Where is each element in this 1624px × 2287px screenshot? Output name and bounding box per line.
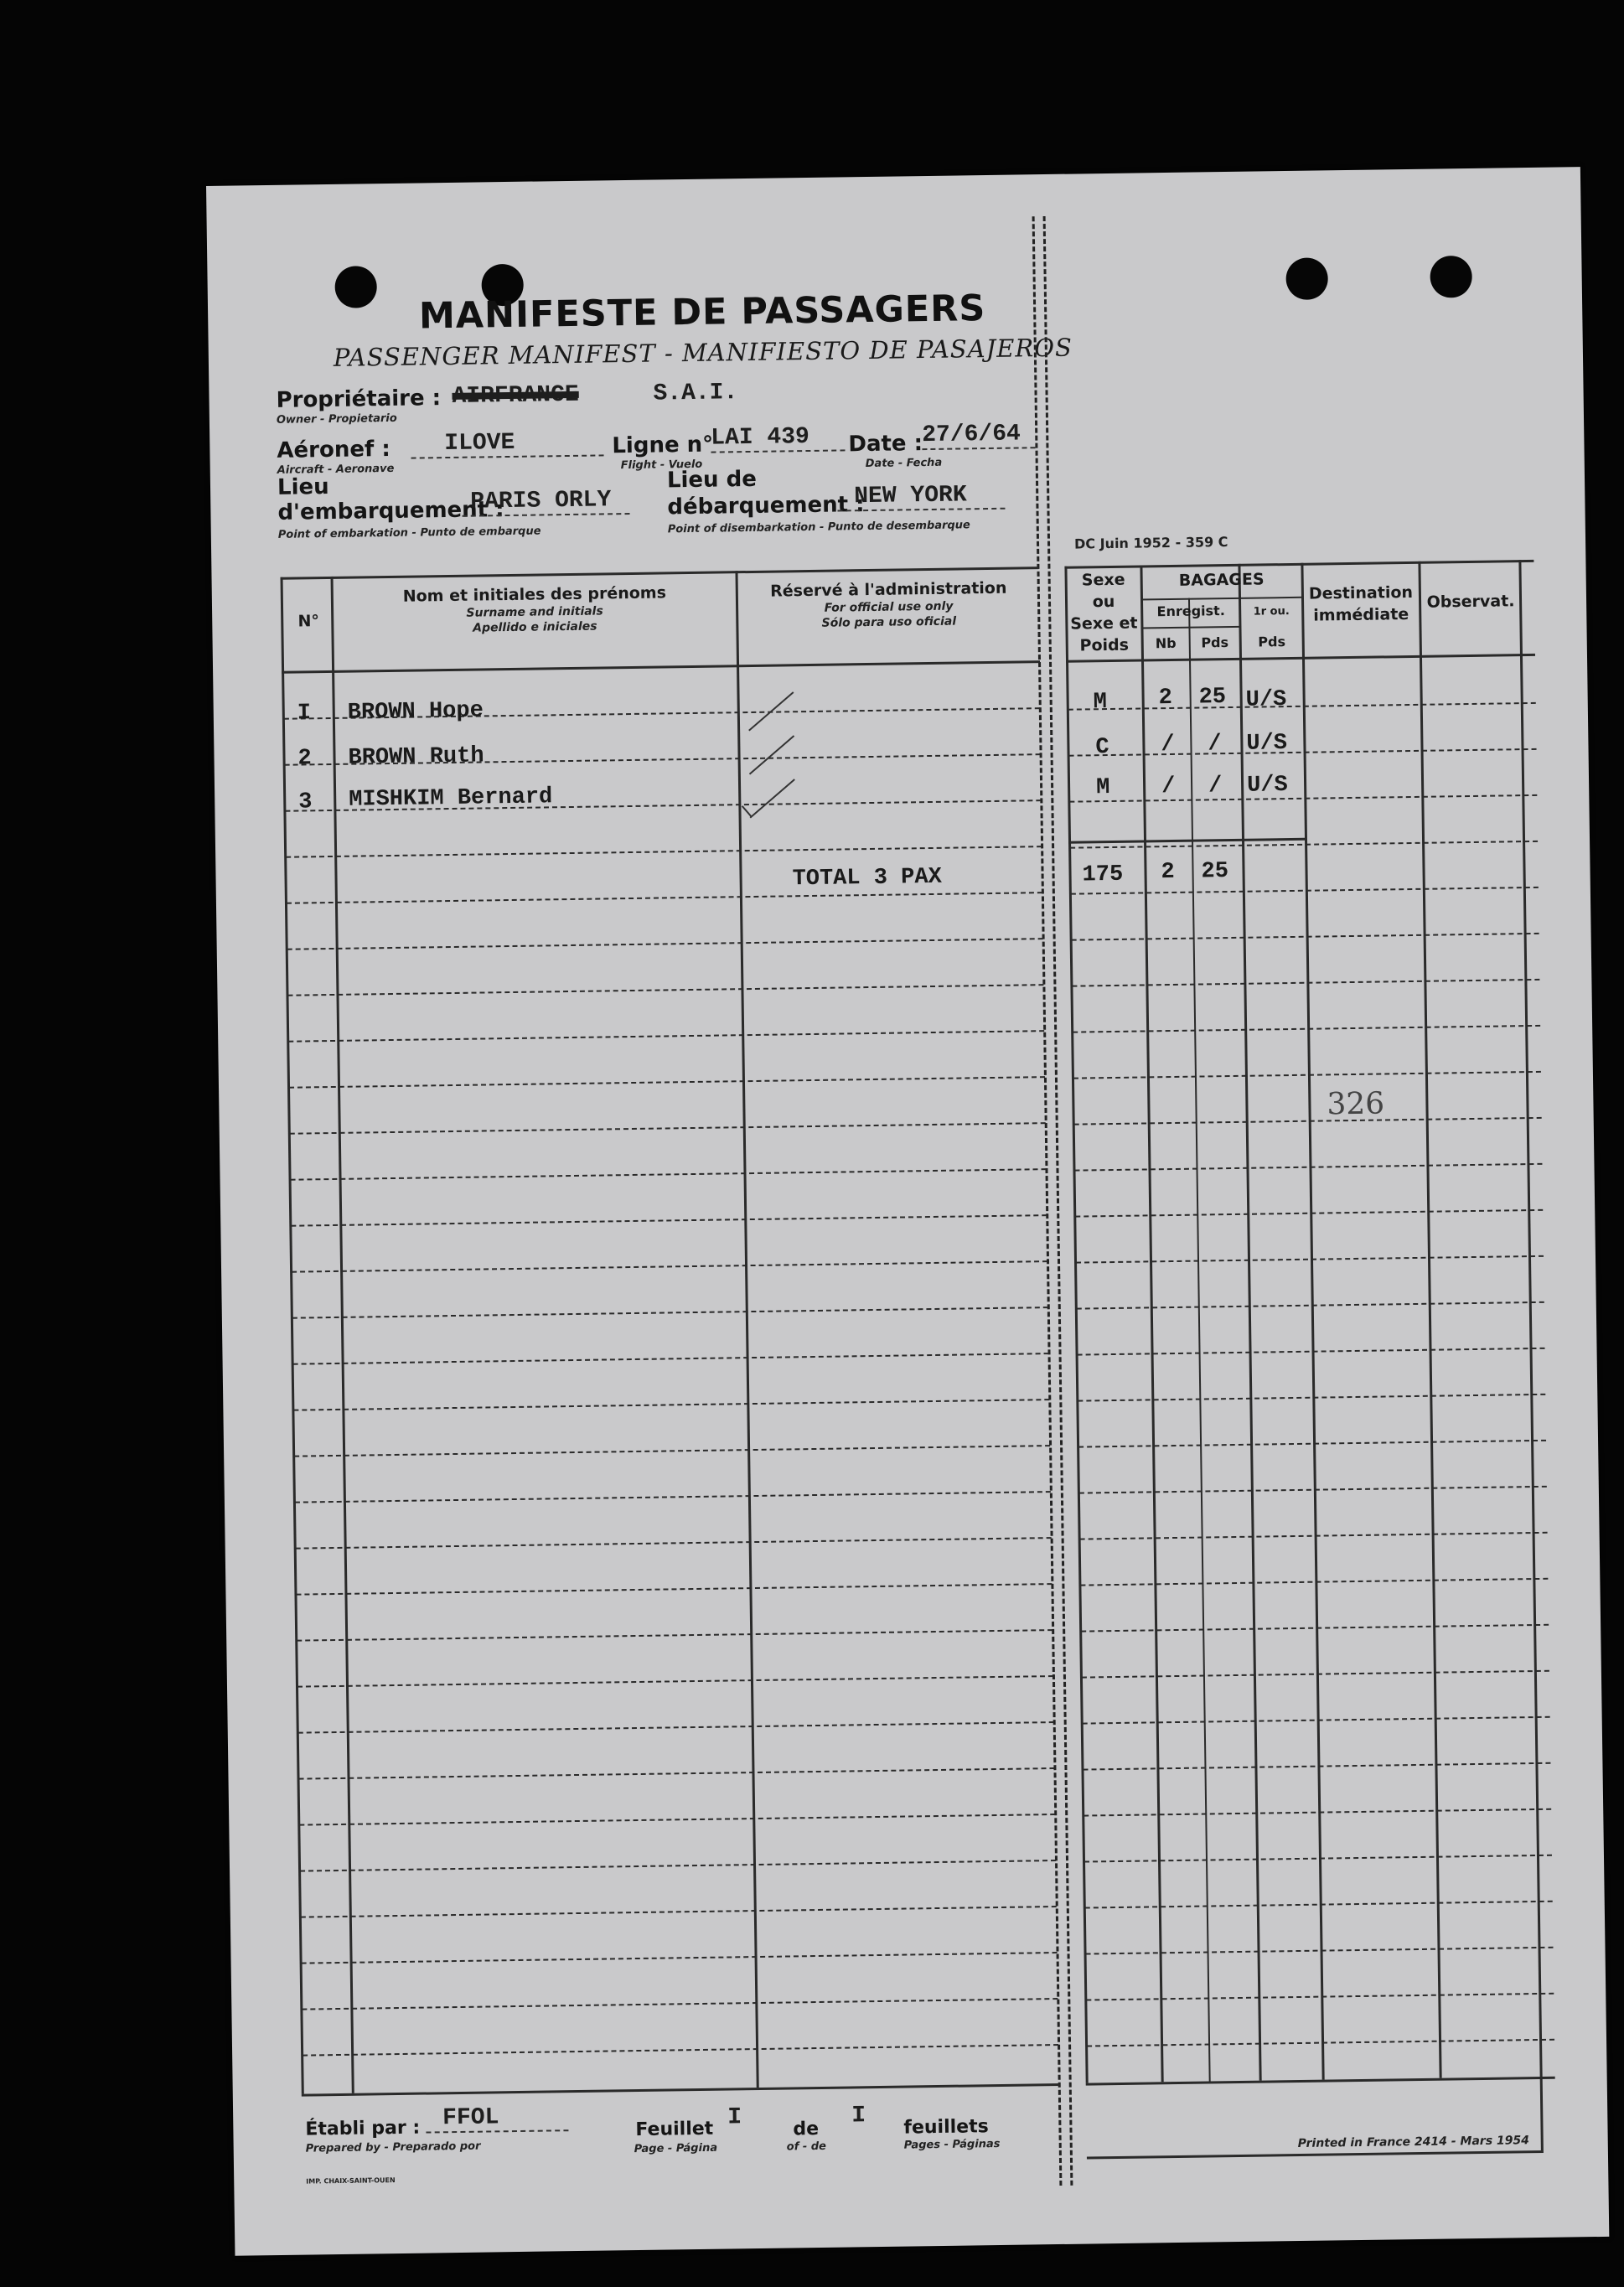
total-separator (1068, 838, 1305, 844)
col-header-enreg: Enregist. (1156, 603, 1225, 620)
passenger-sex: M (1093, 690, 1108, 716)
disembark-sublabel: Point of disembarkation - Punto de desembarque (667, 519, 970, 536)
bag-count: 2 (1158, 685, 1173, 711)
bag-weight: / (1208, 732, 1222, 758)
ruling-line (295, 1491, 1051, 1503)
bag-weight: / (1208, 774, 1223, 799)
col-header-encombrant: 1r ou. (1253, 605, 1290, 618)
ruling-line (287, 892, 1042, 904)
aircraft-value: ILOVE (411, 428, 603, 458)
passenger-sex: C (1095, 735, 1109, 761)
punch-hole (1430, 256, 1472, 298)
printer-imprint: IMP. CHAIX-SAINT-OUEN (306, 2176, 396, 2186)
footer-border-right (1540, 2077, 1544, 2150)
date-label: Date : (848, 431, 923, 458)
disembark-label-line1: Lieu de (666, 466, 758, 494)
col-header-encombrant-pds: Pds (1258, 634, 1286, 650)
manifest-sheet (206, 167, 1609, 2256)
row-number: I (297, 701, 312, 727)
embark-label-line2: d'embarquement : (277, 497, 504, 525)
col-header-pds: Pds (1201, 634, 1229, 651)
aircraft-label: Aéronef : (277, 436, 390, 463)
ruling-line (300, 1860, 1056, 1872)
ruling-line (291, 1168, 1047, 1181)
ruling-line (297, 1675, 1053, 1688)
sheet-label: Feuillet (635, 2118, 714, 2141)
owner-value: S.A.I. (653, 380, 738, 407)
ruling-line (293, 1353, 1049, 1365)
passenger-name: BROWN Ruth (348, 743, 484, 771)
disembark-label-line2: débarquement : (667, 492, 865, 520)
ruling-line (293, 1399, 1049, 1411)
passenger-name: MISHKIM Bernard (349, 784, 553, 813)
ruling-line (302, 1998, 1058, 2010)
flight-label: Ligne n° (612, 432, 714, 459)
table-top-border (1064, 560, 1533, 569)
column-divider (1518, 560, 1542, 2077)
ruling-line (299, 1814, 1055, 1826)
of-label: de (793, 2119, 820, 2140)
handwritten-note: 326 (1327, 1086, 1385, 1122)
total-bag-weight: 25 (1201, 859, 1229, 885)
col-header-name-sub2: Apellido e iniciales (473, 619, 597, 635)
admin-check-mark (750, 779, 795, 818)
col-header-number: N° (297, 612, 320, 631)
ruling-line (292, 1306, 1048, 1319)
passenger-name: BROWN Hope (347, 698, 484, 726)
col-header-destination-line2: immédiate (1313, 605, 1409, 625)
admin-check-mark (749, 735, 794, 774)
punch-hole (1285, 257, 1328, 300)
sheet-value: I (727, 2104, 742, 2131)
table-bottom-border (302, 2083, 1060, 2097)
ruling-line (286, 846, 1042, 858)
total-bag-count: 2 (1161, 859, 1175, 886)
ruling-line (299, 1767, 1055, 1780)
bag-extra: U/S (1246, 773, 1288, 799)
prepared-label: Établi par : (305, 2117, 421, 2140)
embark-value: PARIS ORLY (462, 487, 629, 517)
col-header-observations: Observat. (1426, 592, 1515, 612)
flight-value: LAI 439 (711, 423, 845, 453)
ruling-line (288, 1030, 1044, 1043)
table-top-border (281, 567, 1039, 580)
form-subtitle: PASSENGER MANIFEST - MANIFIESTO DE PASAJEROS (333, 333, 1073, 372)
date-sublabel: Date - Fecha (865, 456, 943, 471)
col-header-admin-sub2: Sólo para uso oficial (821, 614, 957, 630)
owner-struck-value: AIRFRANCE (452, 381, 579, 410)
col-header-sex-line2: ou (1092, 592, 1115, 612)
total-label: TOTAL 3 PAX (792, 864, 943, 893)
column-divider (1301, 563, 1324, 2080)
prepared-sublabel: Prepared by - Preparado por (305, 2140, 481, 2155)
flight-sublabel: Flight - Vuelo (620, 458, 703, 473)
owner-label: Propriétaire : (276, 385, 442, 413)
embark-label-line1: Lieu (277, 473, 329, 500)
ruling-line (287, 938, 1043, 950)
ruling-line (297, 1629, 1052, 1642)
sheets-sublabel: Pages - Páginas (903, 2137, 1001, 2152)
col-header-admin: Réservé à l'administration (770, 578, 1007, 601)
footer-border (1087, 2150, 1544, 2160)
sheet-sublabel: Page - Página (634, 2141, 718, 2156)
col-header-admin-sub1: For official use only (824, 599, 954, 615)
header-bottom-border (1066, 654, 1535, 663)
owner-sublabel: Owner - Propietario (276, 411, 397, 427)
ruling-line (302, 1952, 1058, 1964)
bag-weight: 25 (1198, 685, 1227, 711)
disembark-value: NEW YORK (837, 482, 1005, 512)
of-sublabel: of - de (786, 2140, 827, 2154)
ruling-line (287, 984, 1043, 996)
ruling-line (301, 1906, 1057, 1918)
form-reference: DC Juin 1952 - 359 C (1073, 534, 1228, 552)
column-divider (1140, 565, 1163, 2082)
sheets-label: feuillets (903, 2116, 989, 2139)
col-header-destination-line1: Destination (1308, 582, 1414, 603)
bagages-sub-border (1140, 597, 1301, 601)
ruling-line (291, 1214, 1047, 1227)
ruling-line (298, 1721, 1054, 1734)
passenger-sex: M (1095, 775, 1110, 801)
prepared-value: FFOL (426, 2103, 568, 2133)
punch-hole (334, 266, 377, 308)
ruling-line (303, 2044, 1058, 2057)
of-value: I (851, 2103, 866, 2129)
total-weight: 175 (1082, 862, 1124, 888)
column-divider (1418, 561, 1441, 2078)
aircraft-sublabel: Aircraft - Aeronave (277, 462, 395, 477)
ruling-line (294, 1445, 1050, 1457)
ruling-line (296, 1583, 1052, 1596)
row-number: 3 (298, 789, 313, 815)
col-header-name: Nom et initiales des prénoms (402, 583, 667, 606)
header-bottom-border (282, 660, 1040, 674)
table-bottom-border (1086, 2077, 1555, 2086)
column-divider (735, 571, 758, 2088)
ruling-line (290, 1122, 1046, 1135)
col-header-nb: Nb (1155, 634, 1177, 652)
col-header-sex-line1: Sexe (1081, 570, 1125, 590)
ruling-line (296, 1537, 1052, 1550)
col-header-name-sub1: Surname and initials (466, 604, 603, 620)
date-value: 27/6/64 (922, 421, 1035, 450)
row-number: 2 (297, 746, 312, 772)
col-header-sex-line4: Poids (1079, 635, 1130, 655)
ruling-line (289, 1076, 1045, 1089)
col-header-bagages: BAGAGES (1178, 570, 1265, 590)
bag-count: / (1161, 732, 1175, 758)
embark-sublabel: Point of embarkation - Punto de embarque (277, 525, 541, 541)
col-header-sex-line3: Sexe et (1070, 613, 1138, 634)
bag-extra: U/S (1246, 731, 1288, 757)
table-row-lines (206, 167, 1580, 186)
ruling-line (292, 1260, 1047, 1273)
bag-extra: U/S (1245, 687, 1287, 713)
form-divider (1032, 216, 1073, 2186)
printed-in-france: Printed in France 2414 - Mars 1954 (1297, 2134, 1530, 2151)
admin-check-mark (742, 805, 752, 816)
bag-count: / (1161, 774, 1176, 800)
form-title: MANIFESTE DE PASSAGERS (418, 287, 986, 338)
